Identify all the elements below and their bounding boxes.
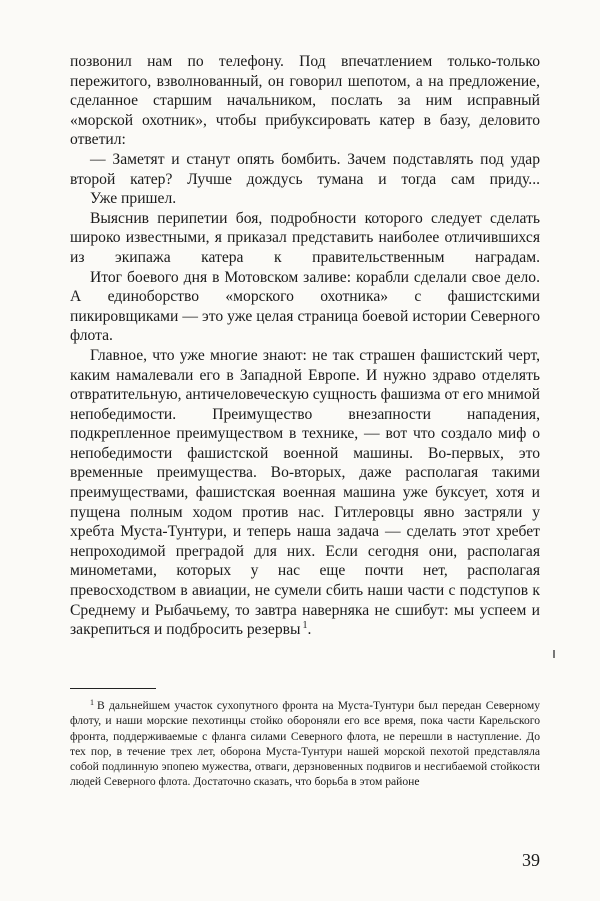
paragraph: Уже пришел. xyxy=(90,190,177,208)
paragraph-text: Главное, что уже многие знают: не так страшен фашистский черт, каким намалевали его в Западной Европе. И нужно здраво отделять отвратительную, античеловеческую сущность фашизма от его мнимой непобедимости. Преимущество внезапности нападения, подкрепленное преимуществом в технике, — вот что создало миф о непобедимости фашистской военной машины. Во-первых, это временные преимущества. Во-вторых, даже располагая такими преимуществами, фашистская военная машина уже буксует, хотя и пущена полным ходом против нас. Гитлеровцы явно застряли у хребта Муста-Тунтури, и теперь наша задача — сделать этот хребет непроходимой преградой для них. Если сегодня они, располагая минометами, которых у нас еще почти нет, располагая превосходством в авиации, не сумели сбить наши части с подступов к Среднему и Рыбачьему, то завтра наверняка не сшибут: мы успеем и закрепиться и подбросить резервы xyxy=(70,346,540,639)
footnote-divider xyxy=(70,688,156,689)
footnote-text: В дальнейшем участок сухопутного фронта на Муста-Тунтури был передан Северному флоту, и наши морские пехотинцы стойко обороняли его все время, пока части Карельского фронта, поддерживаемые с фланга силами Северного флота, не перешли в наступление. До тех пор, в течение трех лет, оборона Муста-Тунтури нашей морской пехотой представляла собой подлинную эпопею мужества, отваги, дерзновенных подвигов и несгибаемой стойкости людей Северного флота. Достаточно сказать, что борьба в этом районе xyxy=(70,699,540,789)
paragraph: позвонил нам по телефону. Под впечатлением только-только пережитого, взволнованный, он говорил шепотом, а на предложение, сделанное старшим начальником, послать за ним исправный «морской охотник», чтобы прибуксировать катер в базу, деловито ответил: xyxy=(70,53,540,149)
main-text xyxy=(70,52,540,640)
footnote-reference[interactable]: 1 xyxy=(302,620,308,632)
footnote xyxy=(70,698,540,790)
paragraph: Итог боевого дня в Мотовском заливе: корабли сделали свое дело. А единоборство «морского охотника» с фашистскими пикировщиками — это уже целая страница боевой истории Северного флота. xyxy=(70,268,540,345)
page-number: 39 xyxy=(522,850,540,870)
footnote-marker: 1 xyxy=(90,698,94,707)
scan-artifact xyxy=(553,650,555,658)
paragraph: Выяснив перипетии боя, подробности которого следует сделать широко известными, я приказал представить наиболее отличившихся из экипажа катера к правительственным наградам. xyxy=(70,209,540,266)
paragraph-with-footnote: Главное, что уже многие знают: не так страшен фашистский черт, каким намалевали его в Западной Европе. И нужно здраво отделять отвратительную, античеловеческую сущность фашизма от его мнимой непобедимости. Преимущество внезапности нападения, подкрепленное преимуществом в технике, — вот что создало миф о непобедимости фашистской военной машины. Во-первых, это временные преимущества. Во-вторых, даже располагая такими преимуществами, фашистская военная машина уже буксует, хотя и пущена полным ходом против нас. Гитлеровцы явно застряли у хребта Муста-Тунтури, и теперь наша задача — сделать этот хребет непроходимой преградой для них. Если сегодня они, располагая минометами, которых у нас еще почти нет, располагая превосходством в авиации, не сумели сбить наши части с подступов к Среднему и Рыбачьему, то завтра наверняка не сшибут: мы успеем и закрепиться и подбросить резервы $^1$. xyxy=(70,346,540,639)
paragraph: — Заметят и станут опять бомбить. Зачем подставлять под удар второй катер? Лучше дождусь тумана и тогда сам приду... xyxy=(70,150,540,188)
